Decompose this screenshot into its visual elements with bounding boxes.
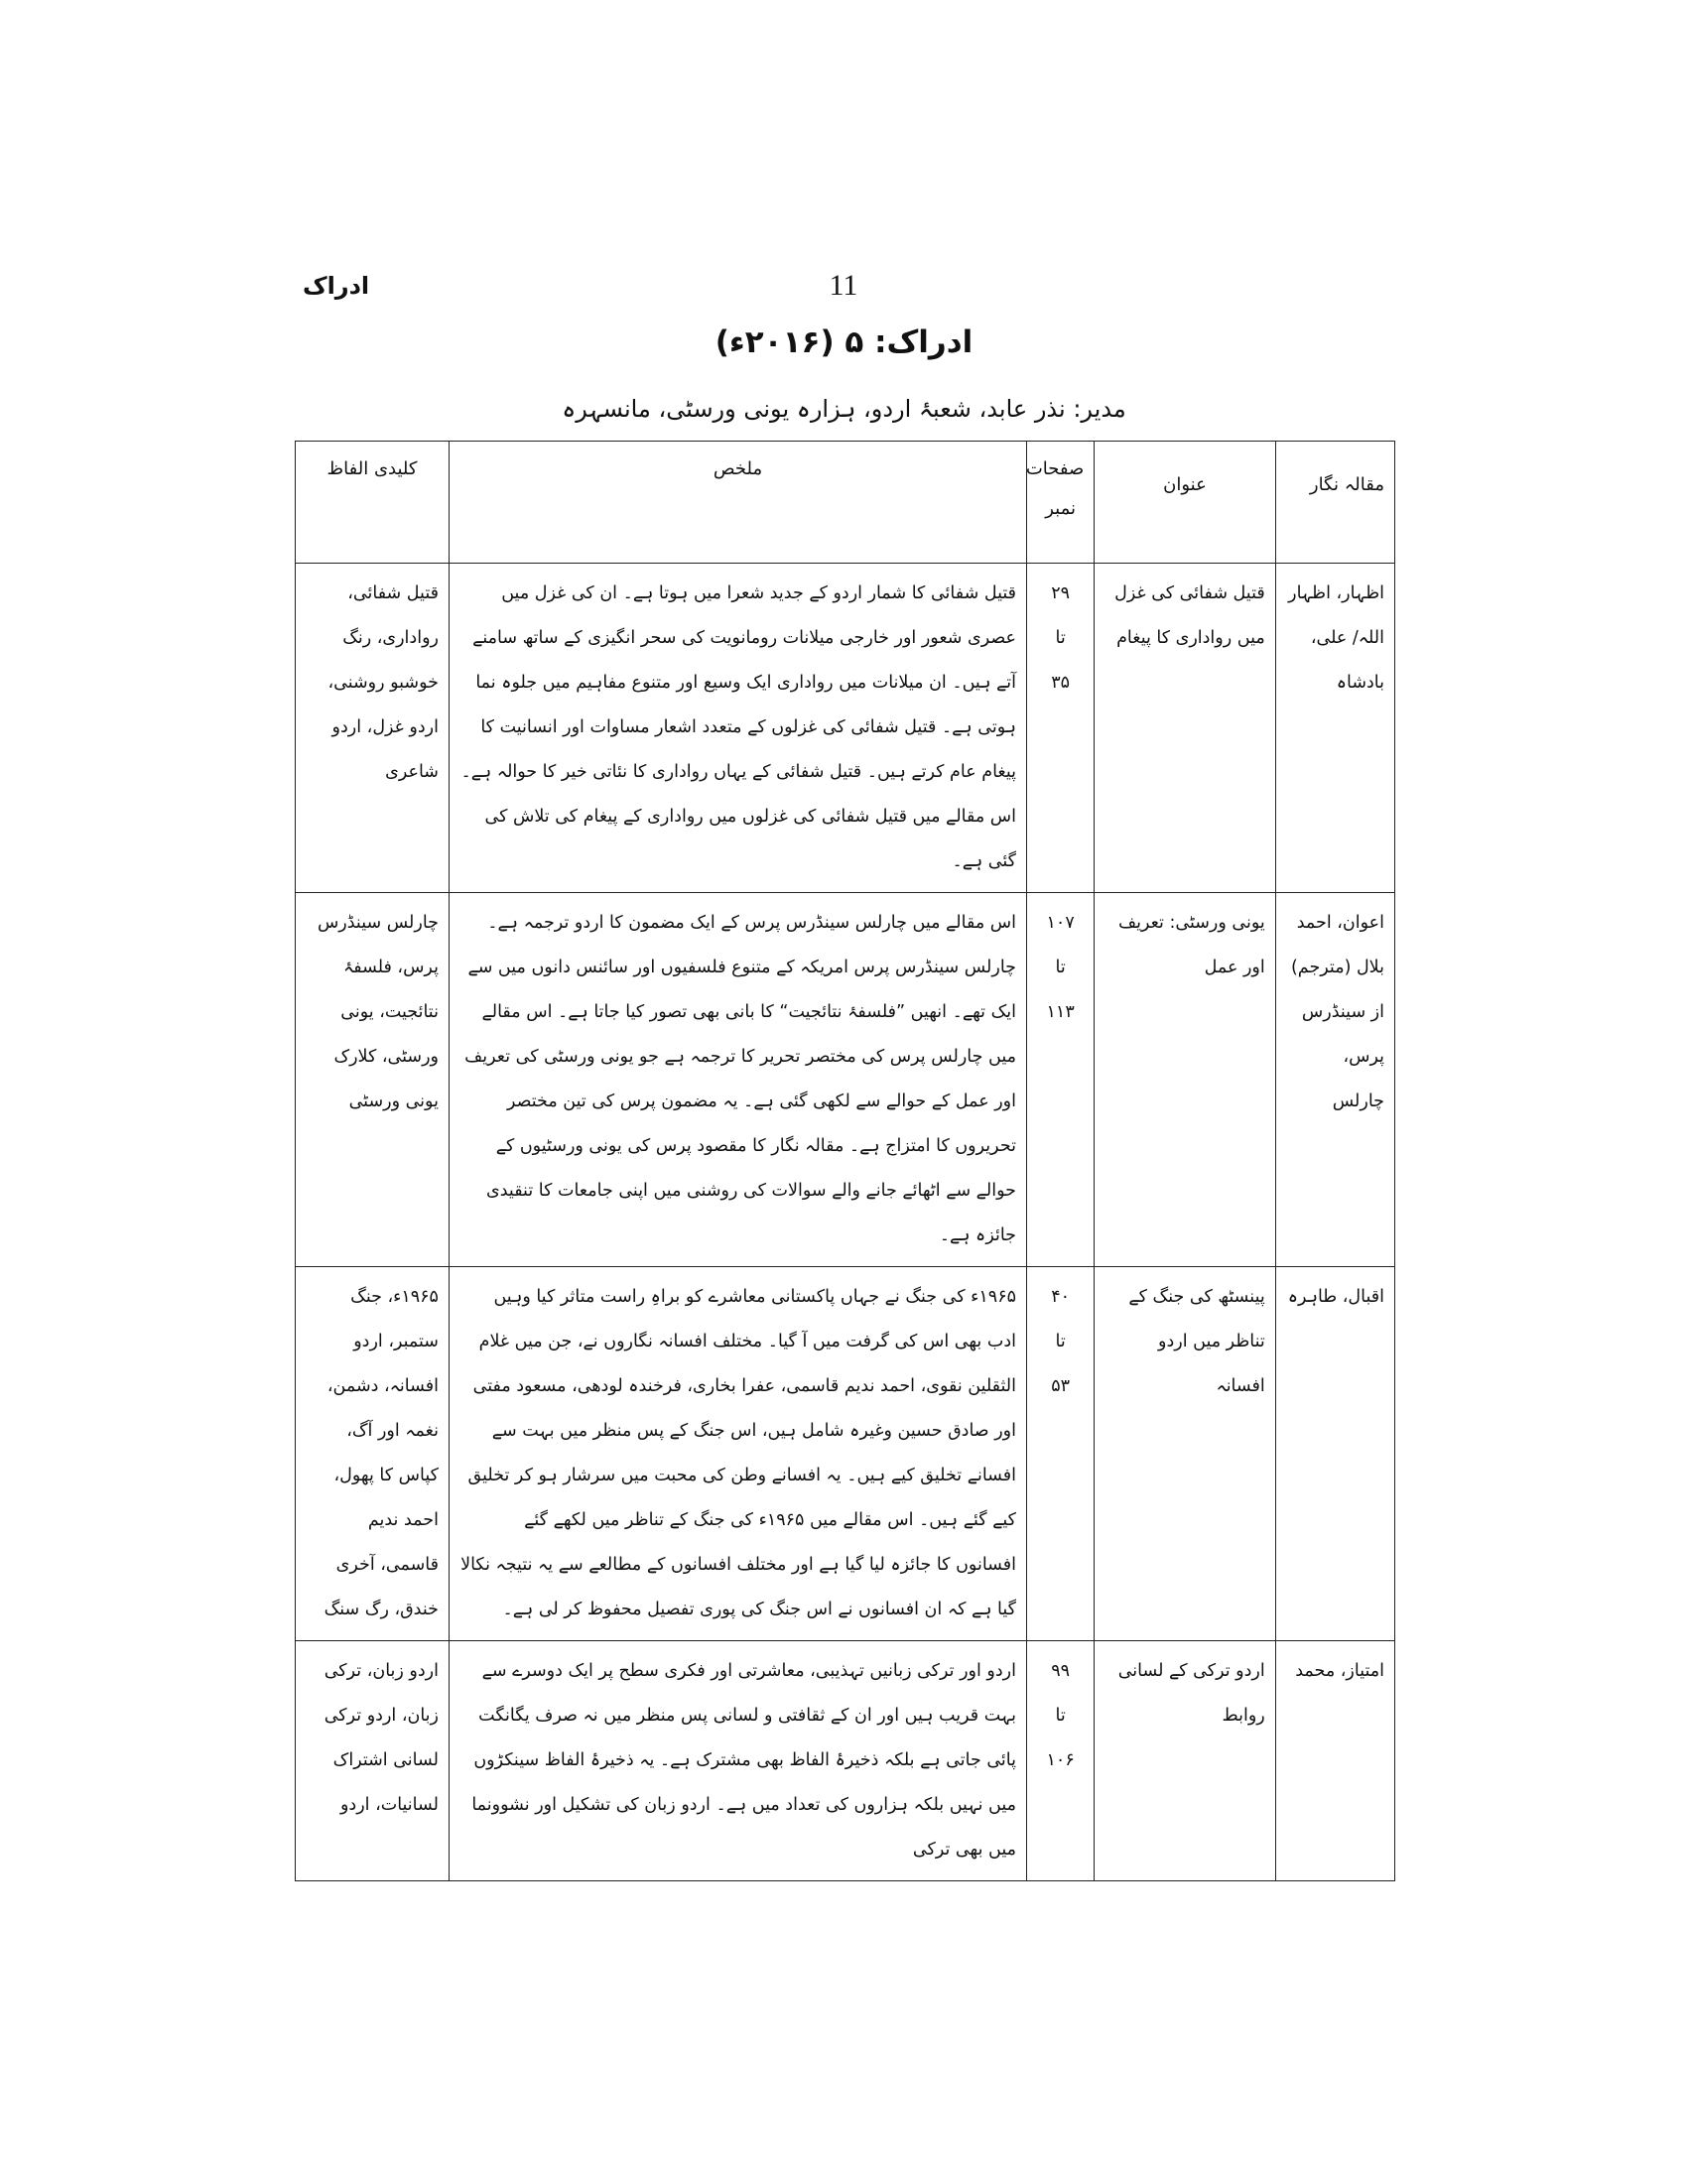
page-from: ۴۰ <box>1051 1287 1071 1307</box>
header-title: عنوان <box>1095 442 1275 564</box>
header-summary: ملخص <box>449 442 1026 564</box>
page-separator: تا <box>1055 1706 1066 1726</box>
article-keywords: ۱۹۶۵ء، جنگ ستمبر، اردو افسانہ، دشمن، نغمہ اور آگ، کپاس کا پھول، احمد ندیم قاسمی، آخری خندق، رگ سنگ <box>296 1267 450 1641</box>
article-keywords: اردو زبان، ترکی زبان، اردو ترکی لسانی اشتراک لسانیات، اردو <box>296 1641 450 1881</box>
editor-line: مدیر: نذر عابد، شعبۂ اردو، ہزارہ یونی ورسٹی، مانسہرہ <box>562 395 1126 423</box>
article-title: پینسٹھ کی جنگ کے تناظر میں اردو افسانہ <box>1095 1267 1275 1641</box>
article-summary: ۱۹۶۵ء کی جنگ نے جہاں پاکستانی معاشرے کو براہِ راست متاثر کیا وہیں ادب بھی اس کی گرفت میں آ گیا۔ مختلف افسانہ نگاروں نے، جن میں غلام الثقلین نقوی، احمد ندیم قاسمی، عفرا بخاری، فرخندہ لودھی، مسعود مفتی اور صادق حسین وغیرہ شامل ہیں، اس جنگ کے پس منظر میں بہت سے افسانے تخلیق کیے ہیں۔ یہ افسانے وطن کی محبت میں سرشار ہو کر تخلیق کیے گئے ہیں۔ اس مقالے میں ۱۹۶۵ء کی جنگ کے تناظر میں لکھے گئے افسانوں کا جائزہ لیا گیا ہے اور مختلف افسانوں کے مطالعے سے یہ نتیجہ نکالا گیا ہے کہ ان افسانوں نے اس جنگ کی پوری تفصیل محفوظ کر لی ہے۔ <box>449 1267 1026 1641</box>
article-title: قتیل شفائی کی غزل میں رواداری کا پیغام <box>1095 564 1275 893</box>
article-author: اقبال، طاہرہ <box>1275 1267 1394 1641</box>
header-keywords: کلیدی الفاظ <box>296 442 450 564</box>
header-pages-bottom: نمبر <box>1045 498 1077 519</box>
journal-running-title: ادراک <box>303 272 370 300</box>
article-author: اظہار، اظہار اللہ/ علی، بادشاہ <box>1275 564 1394 893</box>
table-row <box>296 564 1395 893</box>
issue-title: ادراک: ۵ (۲۰۱۶ء) <box>714 324 974 360</box>
articles-index-table <box>295 441 1395 1881</box>
article-keywords: قتیل شفائی، رواداری، رنگ خوشبو روشنی، اردو غزل، اردو شاعری <box>296 564 450 893</box>
page-separator: تا <box>1055 1332 1066 1351</box>
article-title: یونی ورسٹی: تعریف اور عمل <box>1095 893 1275 1267</box>
article-summary: اردو اور ترکی زبانیں تہذیبی، معاشرتی اور فکری سطح پر ایک دوسرے سے بہت قریب ہیں اور ان کے ثقافتی و لسانی پس منظر میں نہ صرف یگانگت پائی جاتی ہے بلکہ ذخیرۂ الفاظ بھی مشترک ہے۔ یہ ذخیرۂ الفاظ سینکڑوں میں نہیں بلکہ ہزاروں کی تعداد میں ہے۔ اردو زبان کی تشکیل اور نشوونما میں بھی ترکی <box>449 1641 1026 1881</box>
page-number: 11 <box>829 269 858 302</box>
page-separator: تا <box>1055 628 1066 648</box>
page-from: ۱۰۷ <box>1046 913 1075 933</box>
page-from: ۹۹ <box>1051 1661 1071 1681</box>
table-row <box>296 1267 1395 1641</box>
page-to: ۱۱۳ <box>1046 1002 1075 1022</box>
running-head <box>303 266 1384 310</box>
article-pages <box>1027 893 1095 1267</box>
article-summary: اس مقالے میں چارلس سینڈرس پرس کے ایک مضمون کا اردو ترجمہ ہے۔ چارلس سینڈرس پرس امریکہ کے متنوع فلسفیوں اور سائنس دانوں میں سے ایک تھے۔ انھیں ”فلسفۂ نتائجیت“ کا بانی بھی تصور کیا جاتا ہے۔ اس مقالے میں چارلس پرس کی مختصر تحریر کا ترجمہ ہے جو یونی ورسٹی کی تعریف اور عمل کے حوالے سے لکھی گئی ہے۔ یہ مضمون پرس کی تین مختصر تحریروں کا امتزاج ہے۔ مقالہ نگار کا مقصود پرس کی یونی ورسٹیوں کے حوالے سے اٹھائے جانے والے سوالات کی روشنی میں اپنی جامعات کا تنقیدی جائزہ ہے۔ <box>449 893 1026 1267</box>
article-pages <box>1027 1641 1095 1881</box>
page-to: ۱۰۶ <box>1046 1750 1075 1770</box>
article-title: اردو ترکی کے لسانی روابط <box>1095 1641 1275 1881</box>
table-header-row <box>296 442 1395 564</box>
header-pages <box>1027 442 1095 564</box>
article-author: امتیاز، محمد <box>1275 1641 1394 1881</box>
header-pages-top: صفحات <box>1025 458 1085 479</box>
article-keywords: چارلس سینڈرس پرس، فلسفۂ نتائجیت، یونی ورسٹی، کلارک یونی ورسٹی <box>296 893 450 1267</box>
article-pages <box>1027 564 1095 893</box>
page-to: ۵۳ <box>1051 1376 1071 1396</box>
article-summary: قتیل شفائی کا شمار اردو کے جدید شعرا میں ہوتا ہے۔ ان کی غزل میں عصری شعور اور خارجی میلانات رومانویت کی سحر انگیزی کے ساتھ سامنے آتے ہیں۔ ان میلانات میں رواداری ایک وسیع اور متنوع مفاہیم میں جلوہ نما ہوتی ہے۔ قتیل شفائی کی غزلوں کے متعدد اشعار مساوات اور انسانیت کا پیغام عام کرتے ہیں۔ قتیل شفائی کے یہاں رواداری کا نئاتی خیر کا حوالہ ہے۔ اس مقالے میں قتیل شفائی کی غزلوں میں رواداری کے پیغام کی تلاش کی گئی ہے۔ <box>449 564 1026 893</box>
page-separator: تا <box>1055 958 1066 977</box>
header-author: مقالہ نگار <box>1275 442 1394 564</box>
table-row <box>296 1641 1395 1881</box>
article-pages <box>1027 1267 1095 1641</box>
page-from: ۲۹ <box>1051 583 1071 603</box>
table-row <box>296 893 1395 1267</box>
page-to: ۳۵ <box>1051 673 1071 693</box>
article-author: اعوان، احمد بلال (مترجم) از سینڈرس پرس، چارلس <box>1275 893 1394 1267</box>
